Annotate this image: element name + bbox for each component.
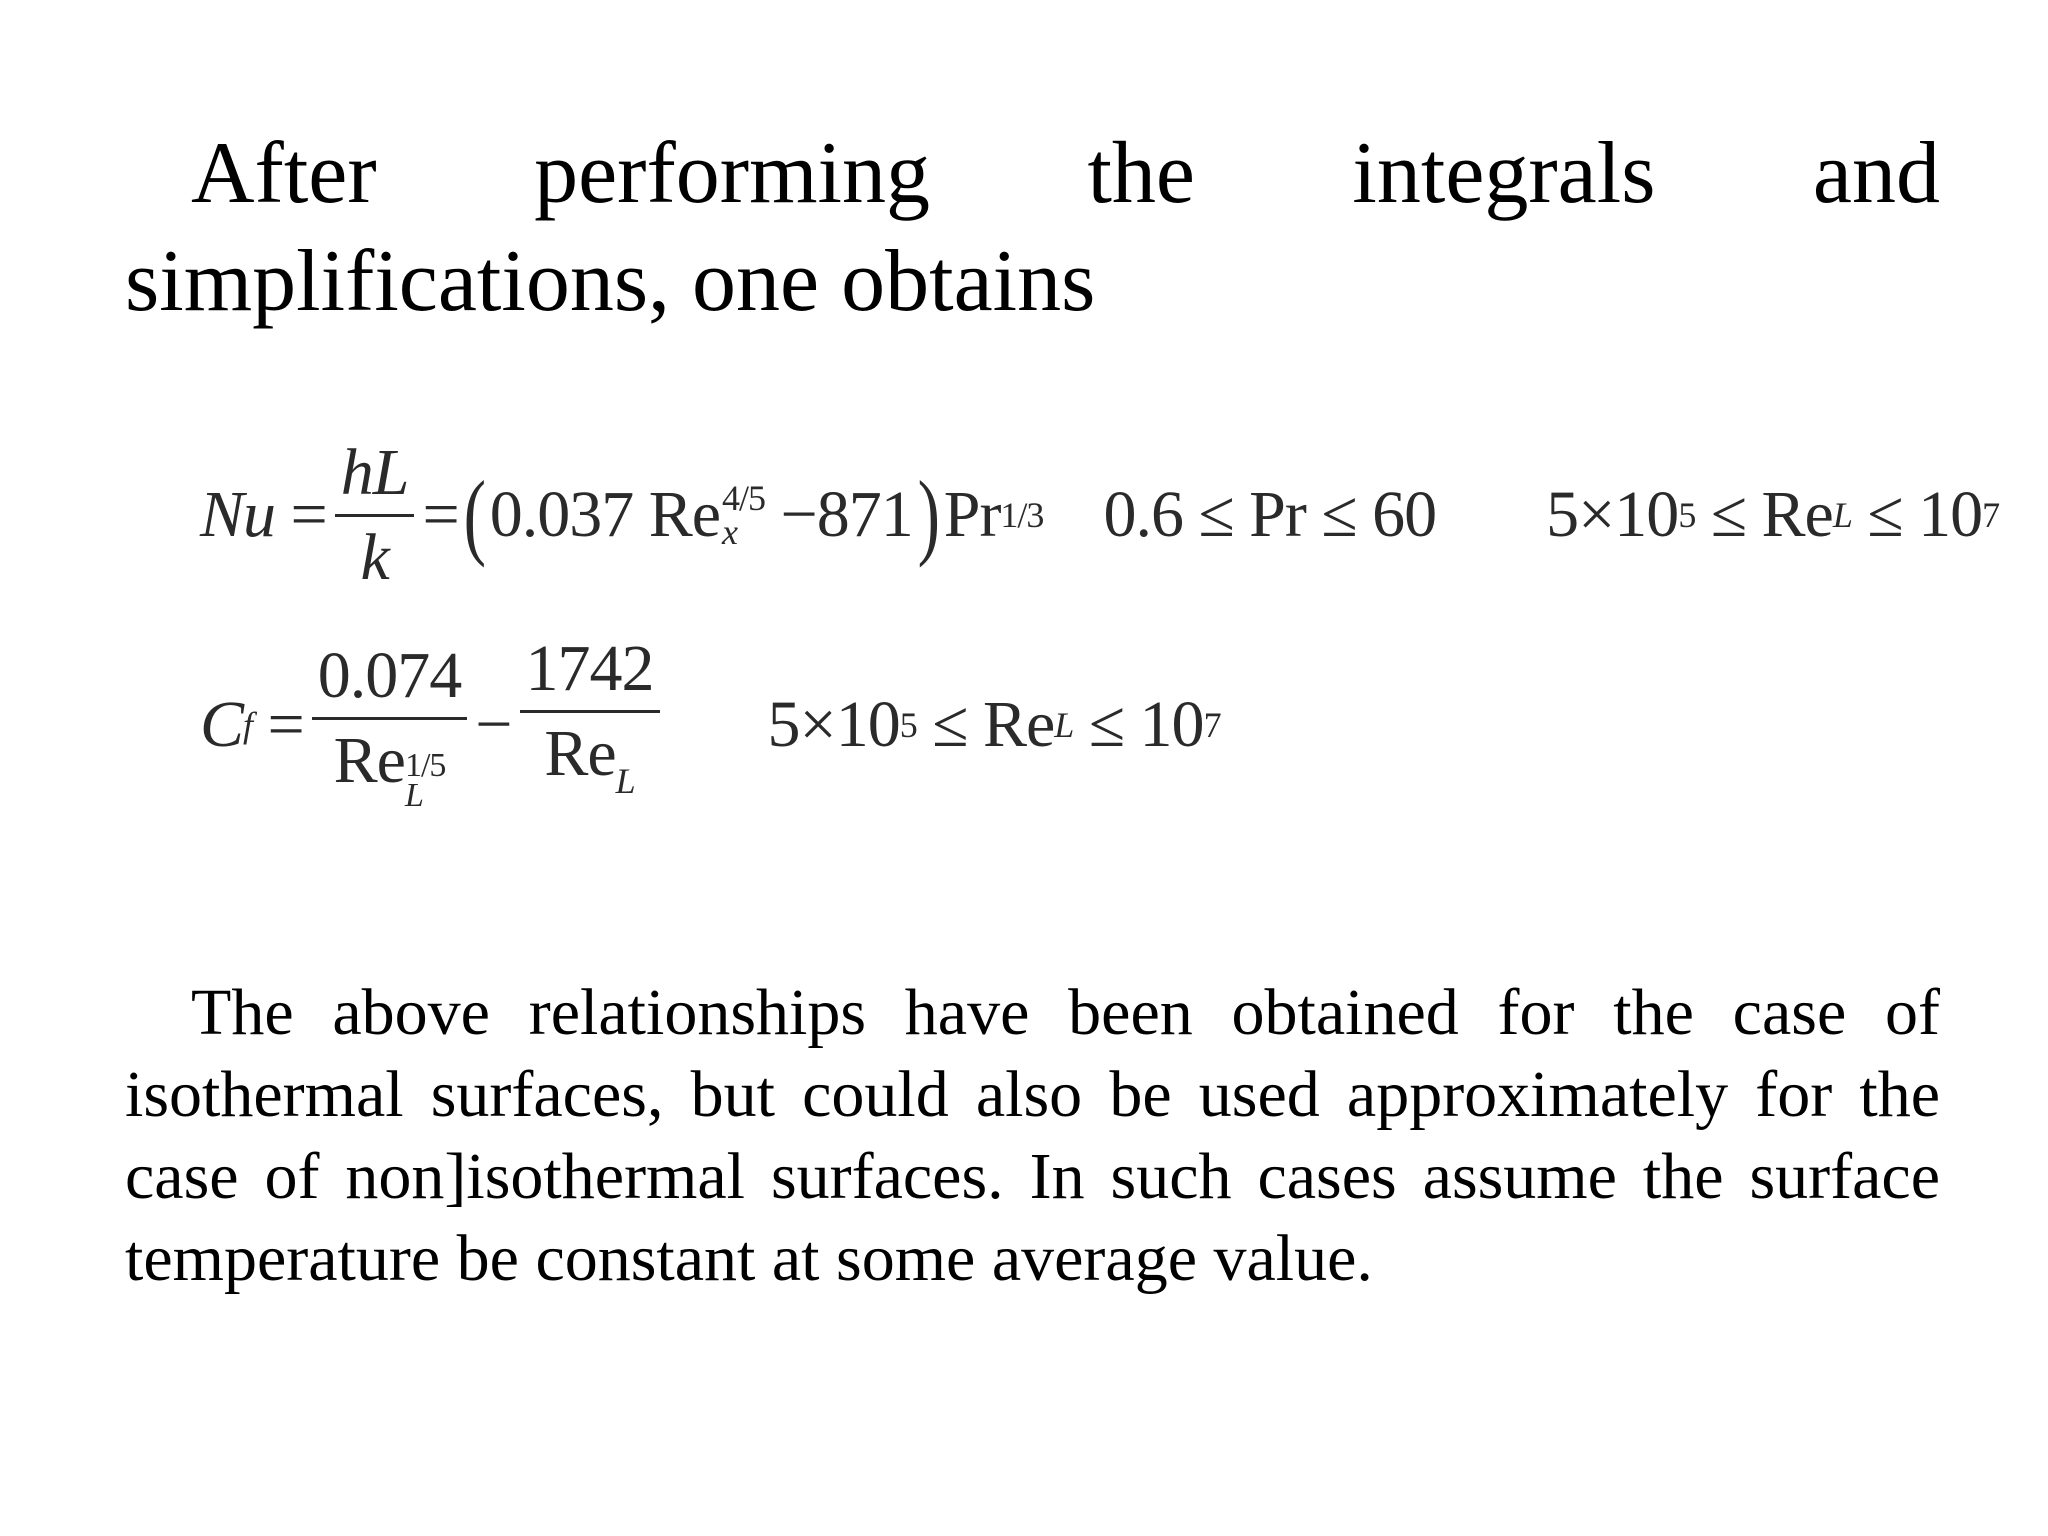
reynolds-range-mid: ≤ Re — [1710, 478, 1833, 551]
reynolds-symbol: Re — [648, 478, 721, 551]
intro-word: performing — [534, 125, 930, 222]
reynolds-range-lead-exp: 5 — [1678, 495, 1696, 535]
first-fraction-numerator: 0.074 — [312, 639, 468, 720]
intro-line-2: simplifications, one obtains — [125, 233, 1096, 330]
pr-exponent: 1/3 — [1000, 495, 1044, 535]
second-fraction — [520, 632, 660, 818]
constant: 871 — [816, 478, 913, 551]
minus-sign: − — [765, 478, 817, 551]
coefficient: 0.037 — [489, 478, 634, 551]
cf-range-mid: ≤ Re — [932, 688, 1055, 761]
intro-line-1 — [125, 120, 1940, 228]
reynolds-range-tail-exp: 7 — [1982, 495, 2000, 535]
intro-word: After — [191, 125, 377, 222]
first-fraction-denominator: Re 1/5 L — [333, 724, 446, 814]
reynolds-range-tail: ≤ 10 — [1867, 478, 1983, 551]
fraction-denominator: k — [360, 520, 389, 594]
equation-block — [200, 430, 2000, 840]
closing-text: The above relationships have been obtained for the case of isothermal surfaces, but could also be used approximately for the case of non]isothermal surfaces. In such cases assume the surface temperature be constant at some average value. — [125, 976, 1940, 1295]
closing-paragraph — [125, 972, 1940, 1300]
re-scripts — [722, 478, 766, 552]
cf-range-tail: ≤ 10 — [1088, 688, 1204, 761]
cf-range-tail-exp: 7 — [1203, 705, 1221, 745]
cf-range-lead: 5×10 — [767, 688, 900, 761]
intro-word: the — [1087, 125, 1195, 222]
cf-range-lead-exp: 5 — [899, 705, 917, 745]
minus-sign: − — [475, 688, 512, 761]
nu-symbol: Nu — [200, 478, 276, 551]
equals-sign: = — [422, 478, 459, 551]
intro-paragraph — [125, 120, 1940, 336]
prandtl-range: 0.6 ≤ Pr ≤ 60 — [1103, 478, 1437, 551]
intro-word: and — [1812, 125, 1940, 222]
equals-sign: = — [252, 688, 304, 761]
left-paren: ( — [463, 461, 486, 568]
re-exponent: 4/5 — [722, 478, 766, 518]
first-fraction — [312, 639, 468, 814]
reynolds-range-lead: 5×10 — [1546, 478, 1679, 551]
nusselt-equation — [200, 430, 1999, 600]
cf-range-sub: L — [1054, 705, 1074, 745]
fraction-numerator: hL — [335, 436, 415, 517]
second-fraction-denominator: $Re_L$ — [544, 717, 635, 801]
cf-symbol: C — [200, 688, 244, 761]
hl-over-k-fraction — [335, 436, 415, 595]
prandtl-symbol: Pr — [943, 478, 1001, 551]
cf-subscript: f — [243, 705, 253, 745]
reynolds-range-sub: L — [1832, 495, 1852, 535]
equals-sign: = — [275, 478, 327, 551]
intro-word: integrals — [1352, 125, 1656, 222]
right-paren: ) — [917, 461, 940, 568]
re-subscript: x — [722, 512, 737, 552]
friction-coefficient-equation — [200, 630, 1221, 820]
second-fraction-numerator: 1742 — [520, 632, 660, 713]
